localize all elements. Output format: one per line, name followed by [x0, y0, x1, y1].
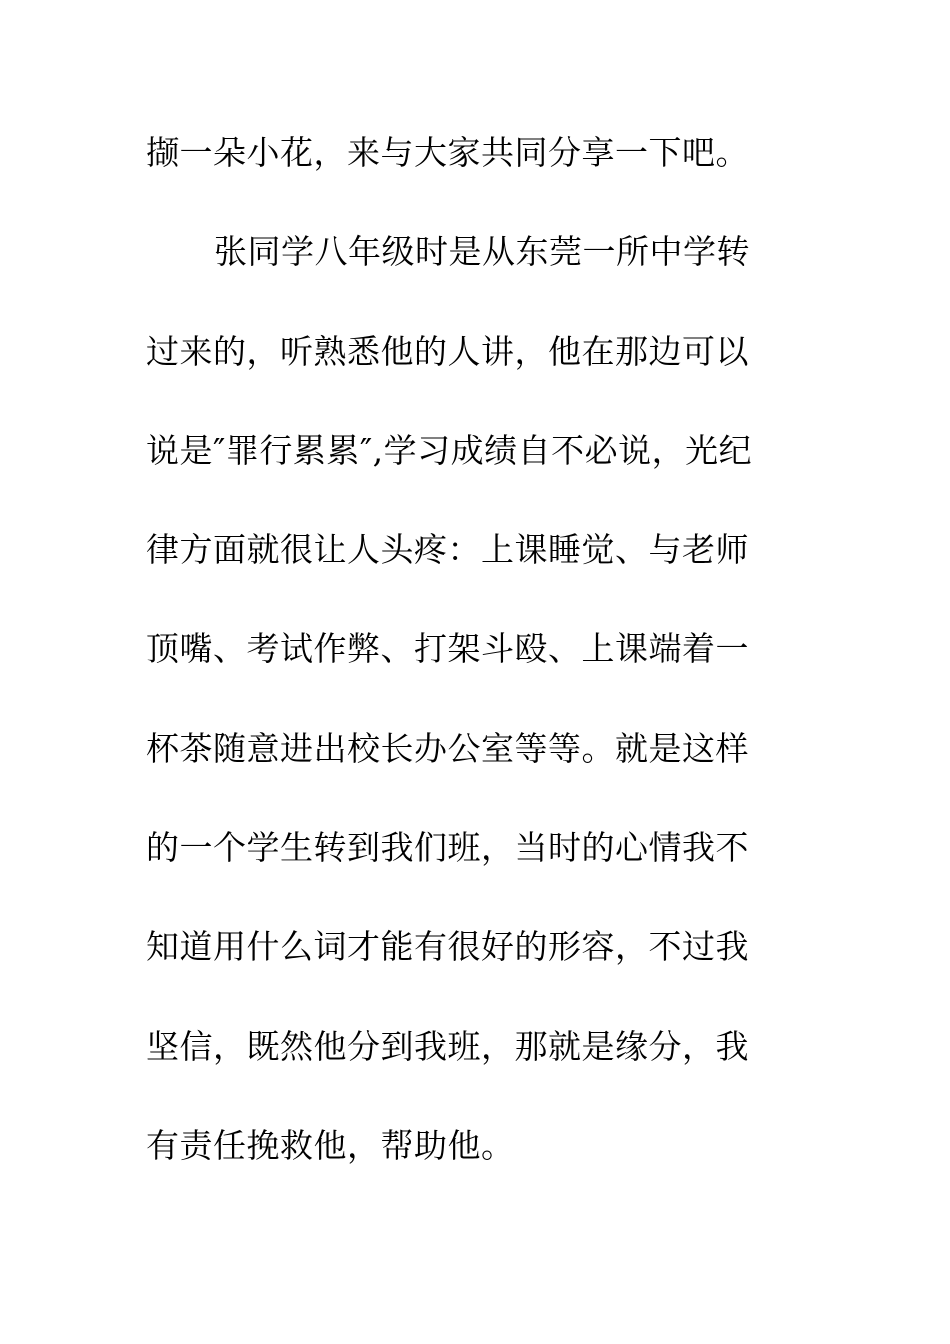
text-line: 律方面就很让人头疼：上课睡觉、与老师 — [146, 530, 749, 570]
text-line: 说是″罪行累累″,学习成绩自不必说，光纪 — [146, 430, 753, 470]
text-line: 知道用什么词才能有很好的形容，不过我 — [146, 927, 749, 967]
paragraph-start-line: 张同学八年级时是从东莞一所中学转 — [214, 232, 750, 272]
text-line: 顶嘴、考试作弊、打架斗殴、上课端着一 — [146, 629, 749, 669]
text-line: 坚信，既然他分到我班，那就是缘分，我 — [146, 1026, 749, 1066]
text-line: 撷一朵小花，来与大家共同分享一下吧。 — [146, 133, 749, 172]
body-text — [146, 122, 806, 1214]
text-line: 杯茶随意进出校长办公室等等。就是这样 — [146, 728, 749, 768]
text-line: 的一个学生转到我们班，当时的心情我不 — [146, 828, 749, 868]
text-line: 过来的，听熟悉他的人讲，他在那边可以 — [146, 331, 749, 371]
text-line: 有责任挽救他，帮助他。 — [146, 1125, 515, 1165]
